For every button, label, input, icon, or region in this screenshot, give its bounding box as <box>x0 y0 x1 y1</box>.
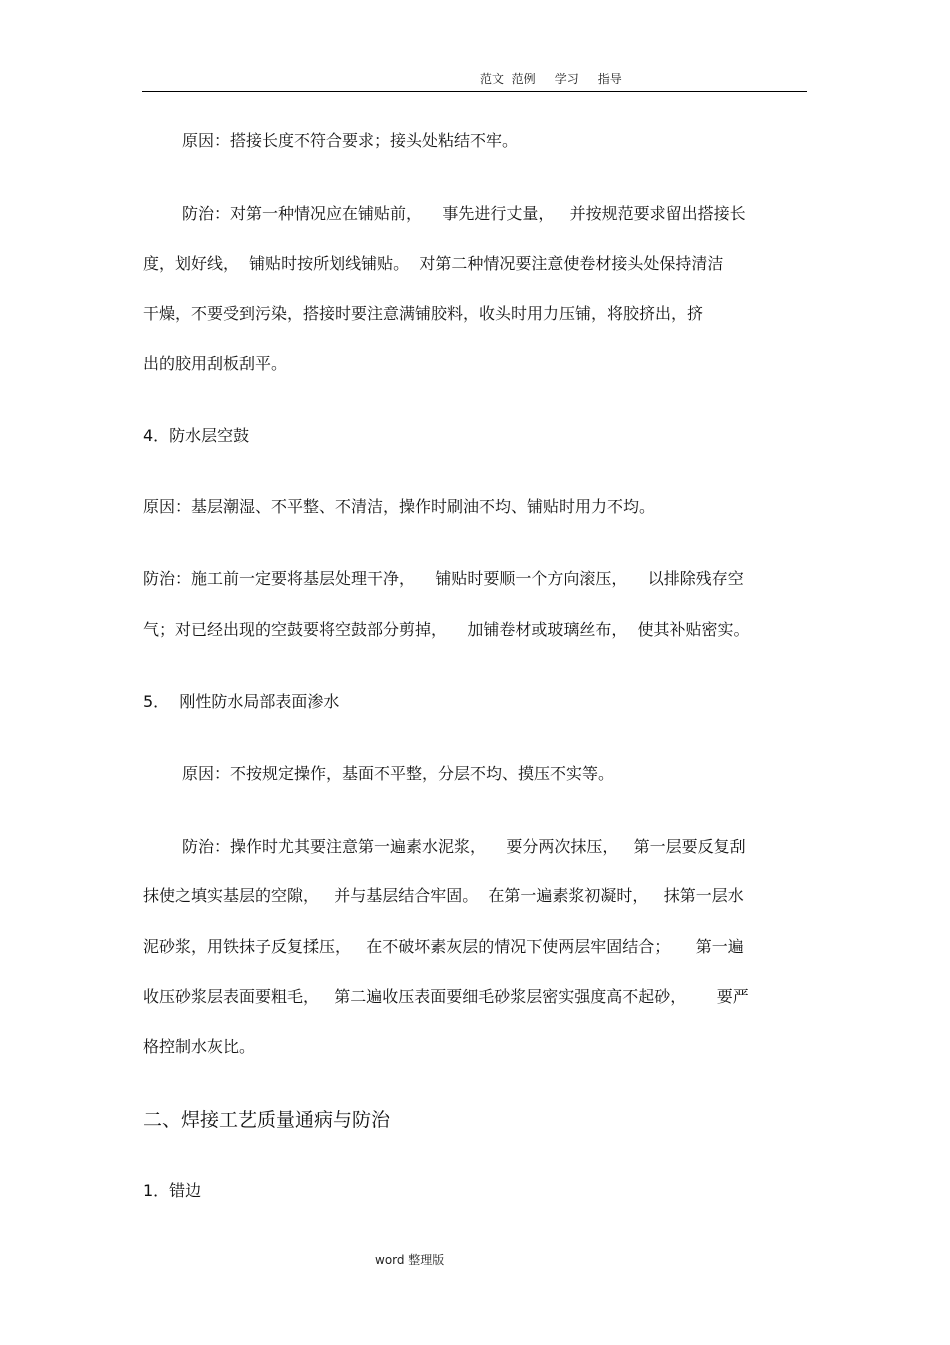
paragraph-prevention-5-line-3: 泥砂浆，用铁抹子反复揉压， 在不破坏素灰层的情况下使两层牢固结合； 第一遍 <box>143 937 744 956</box>
paragraph-prevention-5-line-5: 格控制水灰比。 <box>143 1037 256 1056</box>
header-text: 范文 范例 学习 指导 <box>480 72 622 86</box>
paragraph-cause-5: 原因：不按规定操作，基面不平整，分层不均、摸压不实等。 <box>182 764 615 783</box>
paragraph-cause-3: 原因：搭接长度不符合要求；接头处粘结不牢。 <box>182 131 519 150</box>
paragraph-prevention-3-line-3: 干燥，不要受到污染，搭接时要注意满铺胶料，收头时用力压铺，将胶挤出，挤 <box>143 304 704 323</box>
paragraph-prevention-3-line-4: 出的胶用刮板刮平。 <box>143 354 288 373</box>
paragraph-prevention-5-line-4: 收压砂浆层表面要粗毛， 第二遍收压表面要细毛砂浆层密实强度高不起砂， 要严 <box>143 987 749 1006</box>
header-rule <box>142 91 807 92</box>
heading-item-1: 1．错边 <box>143 1181 202 1200</box>
paragraph-prevention-5-line-2: 抹使之填实基层的空隙， 并与基层结合牢固。 在第一遍素浆初凝时， 抹第一层水 <box>143 886 744 905</box>
heading-item-4: 4．防水层空鼓 <box>143 426 250 445</box>
paragraph-prevention-3-line-2: 度，划好线， 铺贴时按所划线铺贴。 对第二种情况要注意使卷材接头处保持清洁 <box>143 254 724 273</box>
paragraph-prevention-3-line-1: 防治：对第一种情况应在铺贴前， 事先进行丈量， 并按规范要求留出搭接长 <box>182 204 746 223</box>
heading-item-5: 5． 刚性防水局部表面渗水 <box>143 692 340 711</box>
section-title-welding: 二、焊接工艺质量通病与防治 <box>143 1109 391 1131</box>
paragraph-prevention-4-line-1: 防治：施工前一定要将基层处理干净， 铺贴时要顺一个方向滚压， 以排除残存空 <box>143 569 744 588</box>
paragraph-prevention-5-line-1: 防治：操作时尤其要注意第一遍素水泥浆， 要分两次抹压， 第一层要反复刮 <box>182 837 746 856</box>
paragraph-cause-4: 原因：基层潮湿、不平整、不清洁，操作时刷油不均、铺贴时用力不均。 <box>143 497 656 516</box>
page-footer: word 整理版 <box>375 1253 445 1267</box>
paragraph-prevention-4-line-2: 气；对已经出现的空鼓要将空鼓部分剪掉， 加铺卷材或玻璃丝布， 使其补贴密实。 <box>143 620 750 639</box>
